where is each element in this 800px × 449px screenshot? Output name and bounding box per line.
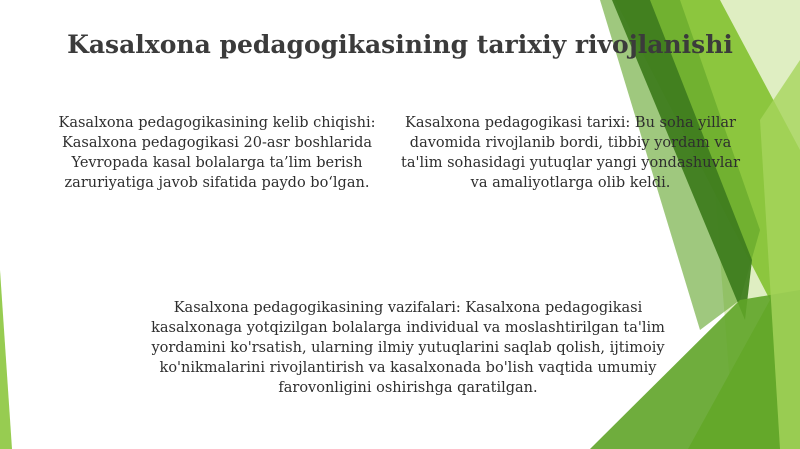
- history-paragraph: Kasalxona pedagogikasi tarixi: Bu soha yillar davomida rivojlanib bordi, tibbiy yordam va ta'lim sohasidagi yutuqlar yangi yondashuvlar va amaliyotlarga olib keldi.: [401, 115, 740, 191]
- origin-paragraph: Kasalxona pedagogikasining kelib chiqishi: Kasalxona pedagogikasi 20-asr boshlarida Yevropada kasal bolalarga ta’lim berish zaruriyatiga javob sifatida paydo boʻlgan.: [58, 115, 376, 191]
- left-accent-shape: [0, 270, 12, 449]
- tasks-paragraph: Kasalxona pedagogikasining vazifalari: Kasalxona pedagogikasi kasalxonaga yotqizilgan bolalarga individual va moslashtirilgan ta'lim yordamini ko'rsatish, ularning ilmiy yutuqlarini saqlab qolish, ijtimoiy ko'nikmalarini rivojlantirish va kasalxonada bo'lish vaqtida umumiy farovonligini oshirishga qaratilgan.: [151, 300, 665, 396]
- slide-title: Kasalxona pedagogikasining tarixiy rivojlanishi: [67, 30, 733, 59]
